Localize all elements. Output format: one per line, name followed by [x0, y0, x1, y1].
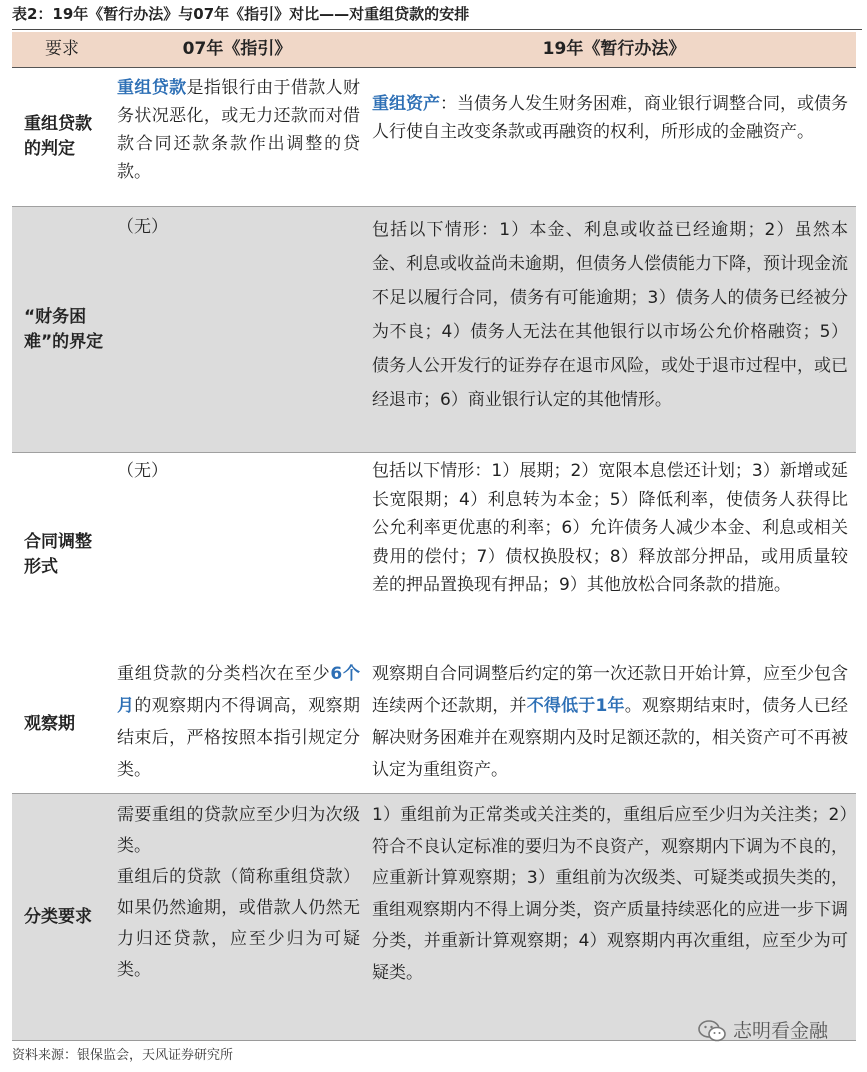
text-span: 不得低于1年 — [526, 696, 625, 716]
table-row — [12, 453, 856, 656]
row-07-text — [117, 74, 360, 186]
text-span: 包括以下情形：1）展期；2）宽限本息偿还计划；3）新增或延长宽限期；4）利息转为本金；5）降低利率，使债务人获得比公允利率更优惠的利率；6）允许债务人减少本金、利息或相关费用的偿付；7）债权换股权；8）释放部分押品，或用质量较差的押品置换现有押品；9）其他放松合同条款的措施。 — [372, 461, 848, 595]
header-19-interim-measures: 19年《暂行办法》 — [542, 39, 686, 59]
row-19-text — [372, 457, 848, 600]
table-row — [12, 656, 856, 793]
row-19-text — [372, 90, 848, 146]
row-07-text — [117, 457, 360, 485]
row-19-text — [372, 658, 848, 786]
table-row — [12, 68, 856, 206]
text-span: （无） — [117, 217, 168, 237]
row-07-text — [117, 800, 360, 986]
text-span: 观察期自合同调整后约定的第一次还款日开始计算，应至少包含连续两个还款期，并 — [372, 664, 848, 716]
row-19-text — [372, 800, 848, 989]
row-07-text — [117, 658, 360, 786]
row-requirement-label: “财务困难”的界定 — [24, 306, 104, 352]
text-span: 。观察期结束时，债务人已经解决财务困难并在观察期内及时足额还款的，相关资产可不再被认定为重组资产。 — [372, 696, 848, 780]
text-span: 的观察期内不得调高，观察期结束后，严格按照本指引规定分类。 — [117, 696, 361, 780]
text-span: 重组贷款的分类档次在至少 — [117, 664, 331, 684]
text-span: 包括以下情形：1）本金、利息或收益已经逾期；2）虽然本金、利息或收益尚未逾期，但债务人偿债能力下降，预计现金流不足以履行合同，债务有可能逾期；3）债务人的债务已经被分为不良；4）债务人无法在其他银行以市场公允价格融资；5）债务人公开发行的证券存在退市风险，或处于退市过程中，或已经退市；6）商业银行认定的其他情形。 — [372, 220, 848, 410]
text-paragraph: 需要重组的贷款应至少归为次级类。 — [117, 805, 360, 856]
row-19-text — [372, 213, 848, 417]
row-requirement-label: 观察期 — [24, 714, 75, 734]
source-note: 资料来源：银保监会，天风证券研究所 — [12, 1040, 856, 1071]
text-span: 1）重组前为正常类或关注类的，重组后应至少归为关注类；2）符合不良认定标准的要归为不良资产，观察期内下调为不良的，应重新计算观察期；3）重组前为次级类、可疑类或损失类的，重组观察期内不得上调分类，资产质量持续恶化的应进一步下调分类，并重新计算观察期；4）观察期内再次重组，应至少为可疑类。 — [372, 805, 848, 983]
table-title: 表2：19年《暂行办法》与07年《指引》对比——对重组贷款的安排 — [12, 3, 862, 30]
text-span: 重组贷款 — [117, 78, 187, 98]
header-requirement: 要求 — [45, 39, 79, 59]
text-span: （无） — [117, 461, 168, 481]
wechat-icon — [697, 1018, 727, 1044]
watermark-text: 志明看金融 — [733, 1020, 829, 1042]
row-requirement-label: 重组贷款的判定 — [24, 114, 92, 159]
header-07-guideline: 07年《指引》 — [182, 39, 292, 59]
text-paragraph: 重组后的贷款（简称重组贷款）如果仍然逾期，或借款人仍然无力归还贷款，应至少归为可疑类。 — [117, 867, 360, 980]
row-requirement-label: 合同调整形式 — [24, 531, 92, 577]
watermark — [697, 1014, 862, 1048]
table-row — [12, 207, 856, 452]
text-span: 重组资产 — [372, 94, 440, 114]
table-row — [12, 794, 856, 1040]
row-07-text — [117, 213, 360, 241]
table-header — [12, 32, 856, 68]
text-span: 是指银行由于借款人财务状况恶化，或无力还款而对借款合同还款条款作出调整的贷款。 — [117, 78, 361, 182]
text-span: 6个月 — [117, 664, 360, 716]
text-span: ：当债务人发生财务困难，商业银行调整合同，或债务人行使自主改变条款或再融资的权利，所形成的金融资产。 — [372, 94, 848, 142]
row-requirement-label: 分类要求 — [24, 906, 92, 927]
